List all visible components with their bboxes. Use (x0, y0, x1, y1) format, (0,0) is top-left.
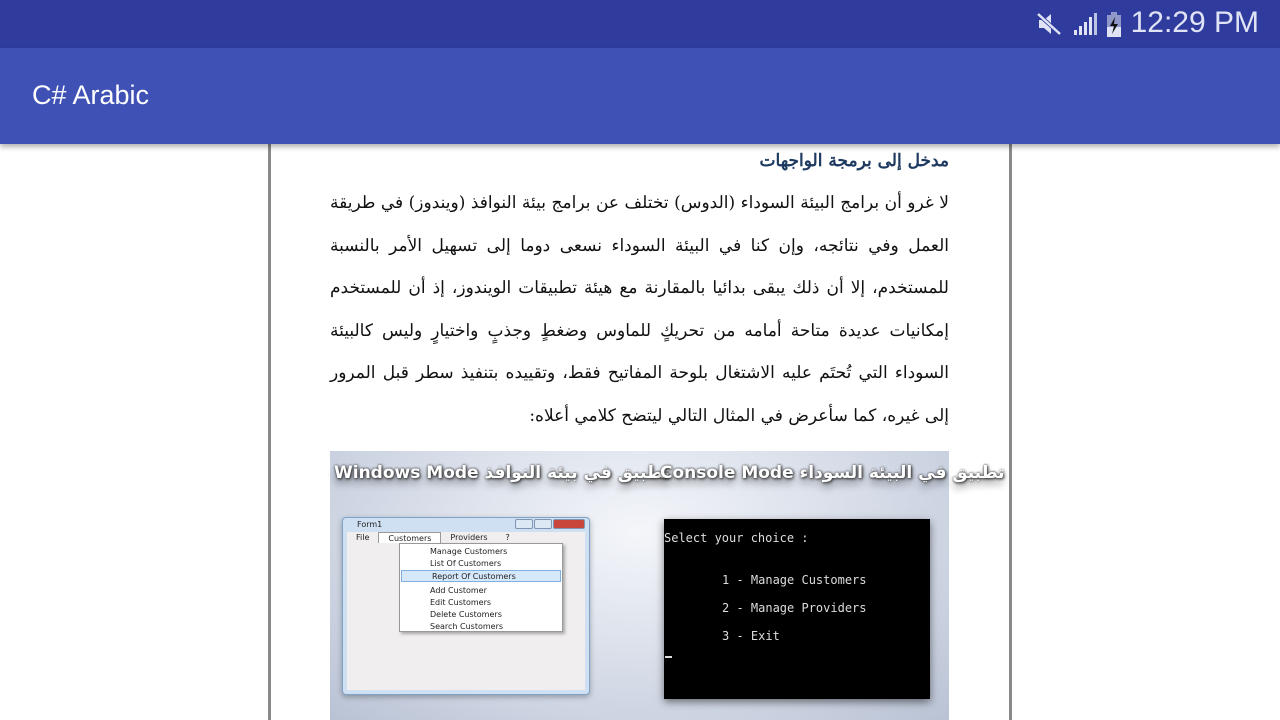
menu-file: File (356, 533, 370, 542)
status-bar (0, 0, 1280, 48)
app-bar (0, 48, 1280, 144)
section-heading: مدخل إلى برمجة الواجهات (759, 151, 949, 171)
battery-charging-icon (1106, 12, 1122, 38)
window-controls (515, 519, 585, 529)
body-paragraph: لا غرو أن برامج البيئة السوداء (الدوس) تختلف عن برامج بيئة النوافذ (ويندوز) في طريقة العمل وفي نتائجه، وإن كنا في البيئة السوداء نسعى دوما إلى تسهيل الأمر بالنسبة للمستخدم، إلا أن ذلك يبقى بدائيا بالمقارنة مع هيئة تطبيقات الويندوز، إذ أن للمستخدم إمكانيات عديدة متاحة أمامه من تحريكٍ للماوس وضغطٍ وجذبٍ واختيارٍ وليس كالبيئة السوداء التي تُحتَم عليه الاشتغال بلوحة المفاتيح فقط، وتقييده بتنفيذ سطر قبل المرور إلى غيره، كما سأعرض في المثال التالي ليتضح كلامي أعلاه: (330, 193, 949, 426)
console-cursor (665, 656, 672, 658)
dropdown-item: Edit Customers (430, 598, 492, 607)
customers-dropdown (399, 543, 563, 632)
console-option: 3 - Exit (722, 629, 780, 643)
menu-providers: Providers (450, 533, 488, 542)
form-title: Form1 (357, 520, 383, 529)
dropdown-item: Manage Customers (430, 547, 508, 556)
dropdown-item: List Of Customers (430, 559, 502, 568)
menu-customers: Customers (378, 532, 441, 543)
form-menu (347, 532, 585, 543)
clock: 12:29 PM (1130, 6, 1259, 39)
console-prompt: Select your choice : (664, 531, 809, 545)
console-mode-caption: Console Mode تطبيق في البيئة السوداء (660, 463, 1005, 483)
console-option: 2 - Manage Providers (722, 601, 867, 615)
menu-help: ? (505, 533, 510, 542)
dropdown-item-highlighted: Report Of Customers (401, 570, 561, 582)
console-window (664, 519, 930, 699)
form-window (342, 517, 590, 695)
signal-icon (1073, 12, 1097, 36)
dropdown-item: Delete Customers (430, 610, 502, 619)
dropdown-item: Add Customer (430, 586, 487, 595)
windows-mode-caption: Windows Mode تطبيق في بيئة النوافذ (334, 463, 670, 483)
document-content (330, 144, 949, 438)
app-title: C# Arabic (32, 80, 150, 110)
console-option: 1 - Manage Customers (722, 573, 867, 587)
comparison-figure (330, 451, 1005, 720)
mute-icon (1036, 12, 1062, 36)
dropdown-item: Search Customers (430, 622, 504, 631)
